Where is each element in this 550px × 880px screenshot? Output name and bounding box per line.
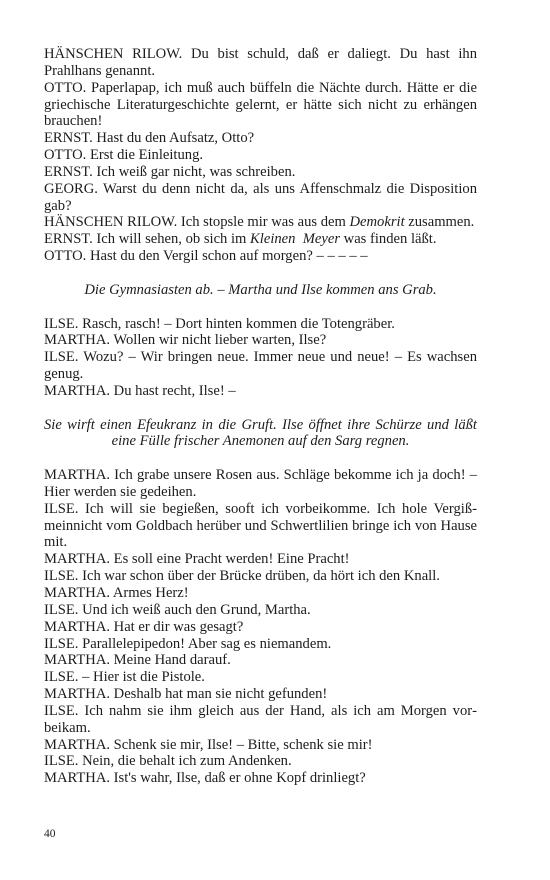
dialogue-line: OTTO. Paperlapap, ich muß auch büffeln die Nächte durch. Hätte er die griechische Literaturgeschichte gelernt, er hätte sich nicht zu erhängen brauchen! xyxy=(44,79,477,130)
dialogue-line: MARTHA. Ist's wahr, Ilse, daß er ohne Kopf drinliegt? xyxy=(44,770,366,787)
dialogue-line: MARTHA. Schenk sie mir, Ilse! – Bitte, schenk sie mir! xyxy=(44,736,373,753)
dialogue-line: OTTO. Erst die Einleitung. xyxy=(44,147,204,164)
dialogue-line: MARTHA. Deshalb hat man sie nicht gefunden! xyxy=(44,686,328,703)
dialogue-line: ILSE. Ich nahm sie ihm gleich aus der Hand, als ich am Morgen vorbeikam. xyxy=(44,702,477,736)
page-number: 40 xyxy=(44,828,56,840)
line-text: was finden läßt. xyxy=(340,231,437,248)
dialogue-line: ILSE. Ich will sie begießen, sooft ich vorbeikomme. Ich hole Vergißmeinnicht vom Goldbach herüber und Schwertlilien bringe ich von Hause mit. xyxy=(44,500,477,551)
italic-title: Kleinen Meyer xyxy=(250,231,341,248)
stage-direction: Sie wirft einen Efeukranz in die Gruft. Ilse öffnet ihre Schürze und läßt eine Fülle frischer Anemonen auf den Sarg regnen. xyxy=(44,416,477,450)
spacer xyxy=(44,450,477,467)
dialogue-line: ILSE. Ich war schon über der Brücke drüben, da hört ich den Knall. xyxy=(44,568,440,585)
dialogue-line: ERNST. Ich weiß gar nicht, was schreiben. xyxy=(44,163,296,180)
dialogue-line: ERNST. Hast du den Aufsatz, Otto? xyxy=(44,130,255,147)
dialogue-line: ILSE. Nein, die behalt ich zum Andenken. xyxy=(44,753,292,770)
dialogue-line: HÄNSCHEN RILOW. Du bist schuld, daß er daliegt. Du hast ihn Prahlhans genannt. xyxy=(44,46,477,79)
dialogue-line: MARTHA. Hat er dir was gesagt? xyxy=(44,618,244,635)
dialogue-line: MARTHA. Ich grabe unsere Rosen aus. Schläge bekomme ich ja doch! – Hier werden sie gedeihen. xyxy=(44,467,477,500)
dialogue-line: ILSE. Wozu? – Wir bringen neue. Immer neue und neue! – Es wachsen genug. xyxy=(44,349,477,383)
dialogue-line: ILSE. Parallelepipedon! Aber sag es niemandem. xyxy=(44,635,332,652)
dialogue-line: OTTO. Hast du den Vergil schon auf morgen? – – – – – xyxy=(44,248,368,265)
spacer xyxy=(44,400,477,417)
dialogue-line: MARTHA. Es soll eine Pracht werden! Eine Pracht! xyxy=(44,551,350,568)
dialogue-line xyxy=(44,231,477,248)
dialogue-line: MARTHA. Armes Herz! xyxy=(44,585,189,601)
dialogue-line: ILSE. Rasch, rasch! – Dort hinten kommen die Totengräber. xyxy=(44,315,395,332)
italic-title: Demokrit xyxy=(349,214,405,231)
spacer xyxy=(44,265,477,282)
dialogue-line: GEORG. Warst du denn nicht da, als uns Affenschmalz die Disposition gab? xyxy=(44,180,477,214)
dialogue-line: MARTHA. Wollen wir nicht lieber warten, Ilse? xyxy=(44,332,327,349)
dialogue-line: ILSE. – Hier ist die Pistole. xyxy=(44,669,205,686)
line-text: HÄNSCHEN RILOW. Ich stopsle mir was aus dem xyxy=(44,214,350,231)
spacer xyxy=(44,299,477,316)
dialogue-line: MARTHA. Du hast recht, Ilse! – xyxy=(44,382,236,399)
dialogue-line: MARTHA. Meine Hand darauf. xyxy=(44,652,231,669)
dialogue-line: ILSE. Und ich weiß auch den Grund, Martha. xyxy=(44,601,311,618)
line-text: zusammen. xyxy=(404,214,475,231)
dialogue-line xyxy=(44,214,477,231)
stage-direction: Die Gymnasiasten ab. – Martha und Ilse kommen ans Grab. xyxy=(84,281,437,298)
line-text: ERNST. Ich will sehen, ob sich im xyxy=(44,231,251,248)
